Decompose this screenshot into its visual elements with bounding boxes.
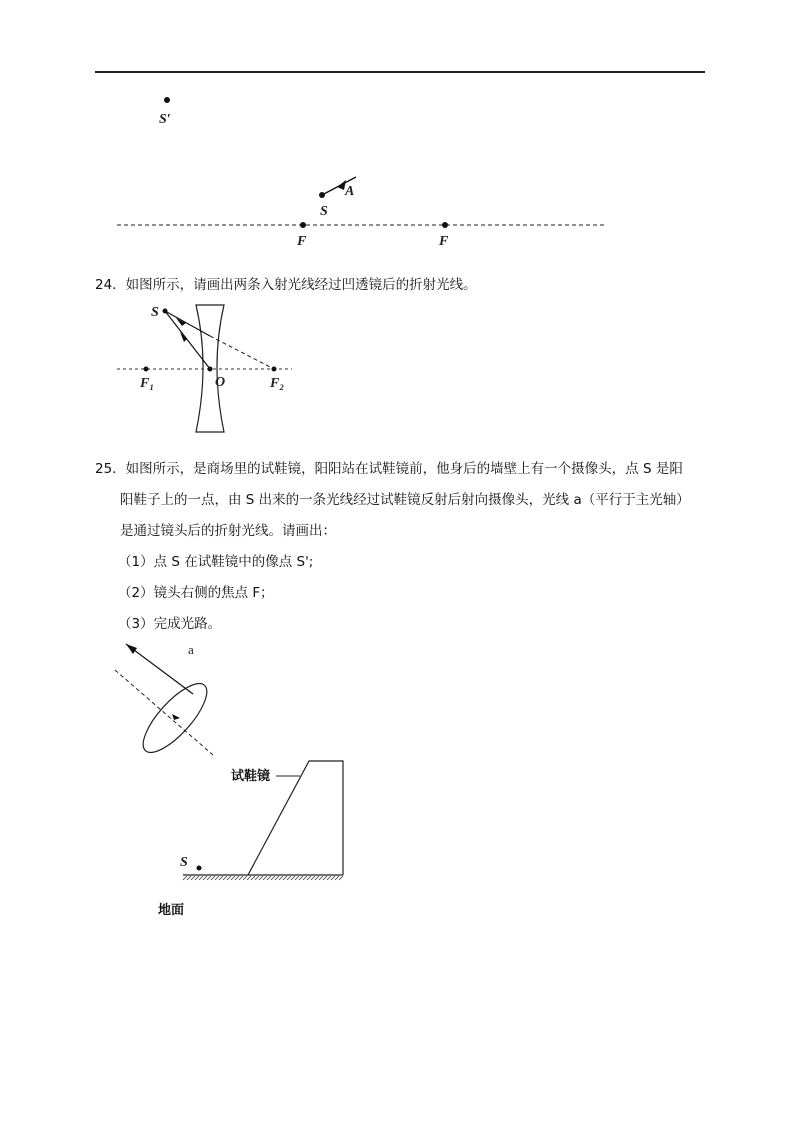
label-mirror: 试鞋镜 (231, 769, 271, 784)
point-s-prime (164, 97, 170, 103)
point-s-25 (197, 866, 202, 871)
label-f-left: F (297, 234, 307, 249)
label-ground: 地面 (158, 903, 185, 918)
label-f-right: F (439, 234, 449, 249)
label-s-prime: S′ (159, 112, 171, 127)
focus-left (300, 222, 306, 228)
label-f2: F₂ (270, 376, 285, 391)
label-a-25: a (188, 642, 194, 657)
figure-23 (0, 0, 800, 260)
question-24-text: 24．如图所示，请画出两条入射光线经过凹透镜后的折射光线。 (95, 277, 477, 293)
question-25-line-1: 25．如图所示，是商场里的试鞋镜，阳阳站在试鞋镜前，他身后的墙壁上有一个摄像头，点 S 是阳 (95, 461, 683, 477)
figure-25 (0, 630, 800, 930)
question-25-item-3: （3）完成光路。 (118, 616, 222, 632)
figure-24 (0, 295, 800, 455)
focus-right (442, 222, 448, 228)
label-s: S (320, 204, 328, 219)
optical-center-o (208, 367, 213, 372)
incident-ray-1 (165, 311, 210, 369)
label-s-24: S (151, 305, 159, 320)
ground-hatching (183, 876, 343, 880)
focus-f2 (272, 367, 277, 372)
label-a: A (345, 184, 355, 199)
question-25-line-2: 阳鞋子上的一点，由 S 出来的一条光线经过试鞋镜反射后射向摄像头，光线 a（平行于主光轴） (120, 492, 690, 508)
question-25-item-1: （1）点 S 在试鞋镜中的像点 S'; (118, 554, 314, 570)
arrow-icon-ray-a (126, 644, 137, 654)
label-s-25: S (180, 855, 188, 870)
question-25-line-3: 是通过镜头后的折射光线。请画出： (120, 523, 336, 539)
arrow-icon-ray-1 (180, 332, 187, 342)
lens-principal-axis (115, 670, 213, 755)
extension-line (210, 336, 274, 369)
ray-a (126, 644, 193, 694)
label-o: O (215, 375, 226, 390)
label-f1: F₁ (140, 376, 155, 391)
arrow-icon-axis (172, 714, 180, 720)
question-25-item-2: （2）镜头右侧的焦点 F； (118, 585, 274, 601)
incident-ray-2 (165, 311, 210, 336)
focus-f1 (144, 367, 149, 372)
